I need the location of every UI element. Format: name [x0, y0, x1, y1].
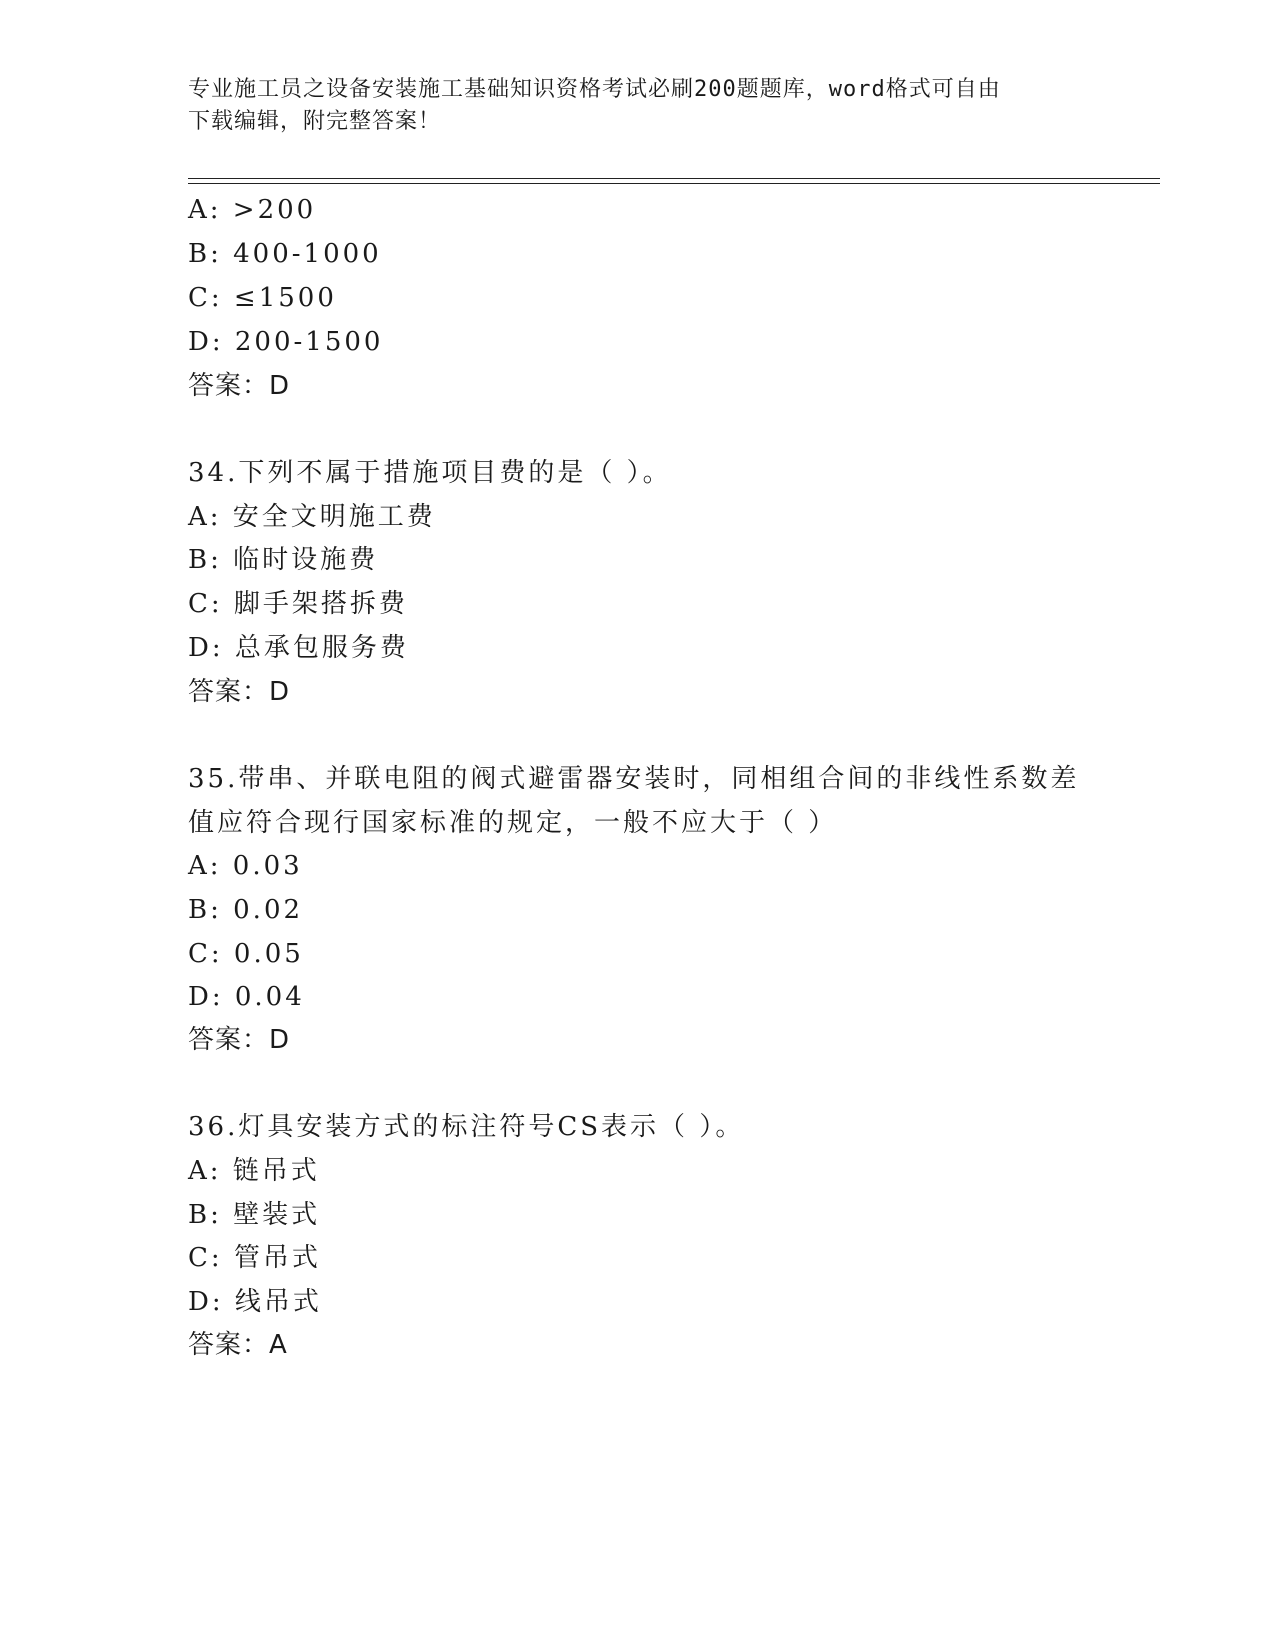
- q35-answer: 答案：D: [188, 1025, 291, 1055]
- q36-answer: 答案：A: [188, 1330, 288, 1360]
- q33-option-d: D: 200-1500: [188, 327, 384, 357]
- q36-option-c: C: 管吊式: [188, 1243, 321, 1273]
- header-divider-bottom: [188, 183, 1160, 184]
- q34-answer: 答案：D: [188, 677, 291, 707]
- q35-option-c: C: 0.05: [188, 939, 304, 969]
- q33-option-b: B: 400-1000: [188, 239, 382, 269]
- q33-option-a: A: >200: [188, 195, 317, 225]
- q34-option-a: A: 安全文明施工费: [188, 502, 436, 532]
- q35-option-a: A: 0.03: [188, 851, 303, 881]
- q34-stem: 34.下列不属于措施项目费的是（ ）。: [188, 458, 672, 488]
- q35-option-b: B: 0.02: [188, 895, 304, 925]
- q36-stem: 36.灯具安装方式的标注符号CS表示（ ）。: [188, 1112, 745, 1142]
- q34-option-c: C: 脚手架搭拆费: [188, 589, 408, 619]
- header-divider-top: [188, 178, 1160, 179]
- q36-option-a: A: 链吊式: [188, 1156, 320, 1186]
- q34-option-d: D: 总承包服务费: [188, 633, 409, 663]
- q36-option-b: B: 壁装式: [188, 1200, 321, 1230]
- header-line-1: 专业施工员之设备安装施工基础知识资格考试必刷200题题库，word格式可自由: [188, 77, 1001, 102]
- q33-answer: 答案：D: [188, 371, 291, 401]
- q33-option-c: C: ≤1500: [188, 283, 337, 313]
- q34-option-b: B: 临时设施费: [188, 545, 379, 575]
- q35-option-d: D: 0.04: [188, 982, 305, 1012]
- document-header: [188, 74, 1068, 138]
- q35-stem-line-1: 35.带串、并联电阻的阀式避雷器安装时，同相组合间的非线性系数差: [188, 764, 1080, 794]
- header-line-2: 下载编辑，附完整答案！: [188, 109, 442, 134]
- q36-option-d: D: 线吊式: [188, 1287, 322, 1317]
- q35-stem-line-2: 值应符合现行国家标准的规定，一般不应大于（ ）: [188, 808, 838, 838]
